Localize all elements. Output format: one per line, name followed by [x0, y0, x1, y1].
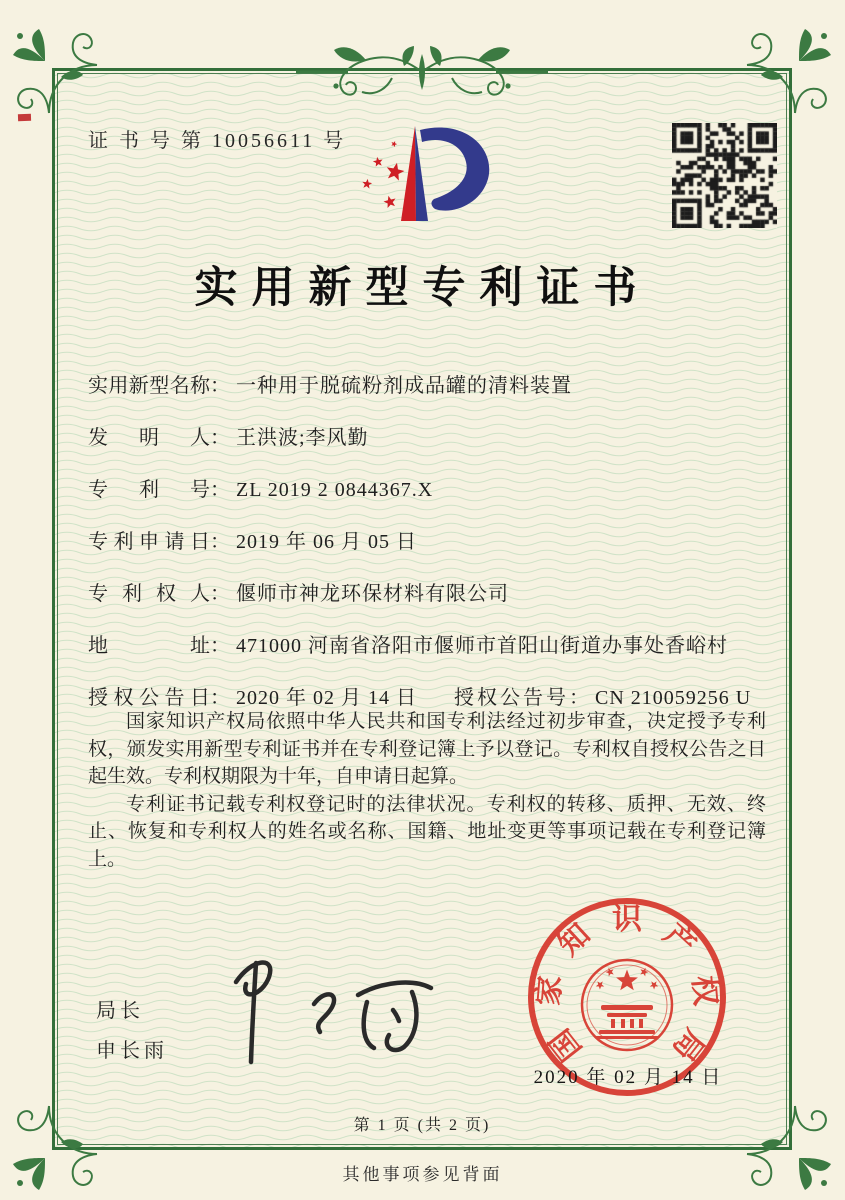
field-value: 2020 年 02 月 14 日	[236, 687, 417, 709]
field-row-gazette-number: 授权公告号： CN 210059256 U	[454, 687, 752, 709]
field-row-filing-date: 专利申请日： 2019 年 06 月 05 日	[88, 516, 764, 568]
field-label: 专利申请日	[88, 531, 210, 553]
official-name: 申长雨	[96, 1040, 168, 1062]
certificate-title: 实用新型专利证书	[194, 265, 651, 312]
field-row-patentee: 专利权人： 偃师市神龙环保材料有限公司	[88, 568, 764, 620]
field-row-inventor: 发明人： 王洪波;李风勤	[88, 412, 764, 464]
field-value: 471000 河南省洛阳市偃师市首阳山街道办事处香峪村	[236, 635, 728, 657]
field-label: 地址	[88, 635, 210, 657]
legal-text	[88, 708, 766, 873]
red-edge-mark	[18, 114, 31, 121]
field-row-utility-model-name: 实用新型名称： 一种用于脱硫粉剂成品罐的清料装置	[88, 360, 764, 412]
field-row-address: 地址： 471000 河南省洛阳市偃师市首阳山街道办事处香峪村	[88, 620, 764, 672]
field-label: 专利号	[88, 479, 210, 501]
legal-paragraph-2: 专利证书记载专利权登记时的法律状况。专利权的转移、质押、无效、终止、恢复和专利权人的姓名或名称、国籍、地址变更等事项记载在专利登记簿上。	[88, 793, 766, 870]
legal-paragraph-1: 国家知识产权局依照中华人民共和国专利法经过初步审查，决定授予专利权，颁发实用新型专利证书并在专利登记簿上予以登记。专利权自授权公告之日起生效。专利权期限为十年，自申请日起算。	[88, 711, 766, 787]
svg-text:知: 知	[552, 917, 597, 963]
field-value: 2019 年 06 月 05 日	[236, 531, 417, 553]
seal-date: 2020 年 02 月 14 日	[533, 1067, 723, 1088]
field-label: 实用新型名称	[88, 375, 210, 397]
field-label: 授权公告号	[454, 687, 569, 709]
certificate-number: 证 书 号 第 10056611 号	[88, 130, 347, 152]
cnipa-logo-icon	[338, 124, 523, 239]
field-label: 专利权人	[88, 583, 210, 605]
field-row-patent-number: 专利号： ZL 2019 2 0844367.X	[88, 464, 764, 516]
qr-code-icon	[672, 123, 777, 228]
field-label: 发明人	[88, 427, 210, 449]
svg-text:家: 家	[532, 974, 568, 1007]
svg-text:国: 国	[543, 1022, 589, 1067]
back-side-note: 其他事项参见背面	[342, 1165, 503, 1184]
field-value: CN 210059256 U	[595, 687, 752, 709]
field-label: 授权公告日	[88, 687, 210, 709]
field-value: 一种用于脱硫粉剂成品罐的清料装置	[236, 375, 572, 397]
field-value: 王洪波;李风勤	[236, 427, 369, 449]
svg-text:识: 识	[612, 903, 642, 936]
field-row-grant-date: 授权公告日： 2020 年 02 月 14 日 授权公告号： CN 210059256 U	[88, 672, 764, 724]
svg-text:产: 产	[657, 917, 702, 963]
handwritten-signature-icon	[208, 950, 448, 1065]
svg-text:局: 局	[665, 1022, 711, 1067]
field-value: ZL 2019 2 0844367.X	[236, 479, 434, 501]
svg-text:权: 权	[686, 974, 722, 1007]
national-emblem	[582, 960, 672, 1050]
page-number: 第 1 页 (共 2 页)	[353, 1117, 491, 1134]
field-value: 偃师市神龙环保材料有限公司	[236, 583, 509, 605]
field-list	[88, 360, 764, 724]
official-title: 局长	[96, 1000, 144, 1022]
